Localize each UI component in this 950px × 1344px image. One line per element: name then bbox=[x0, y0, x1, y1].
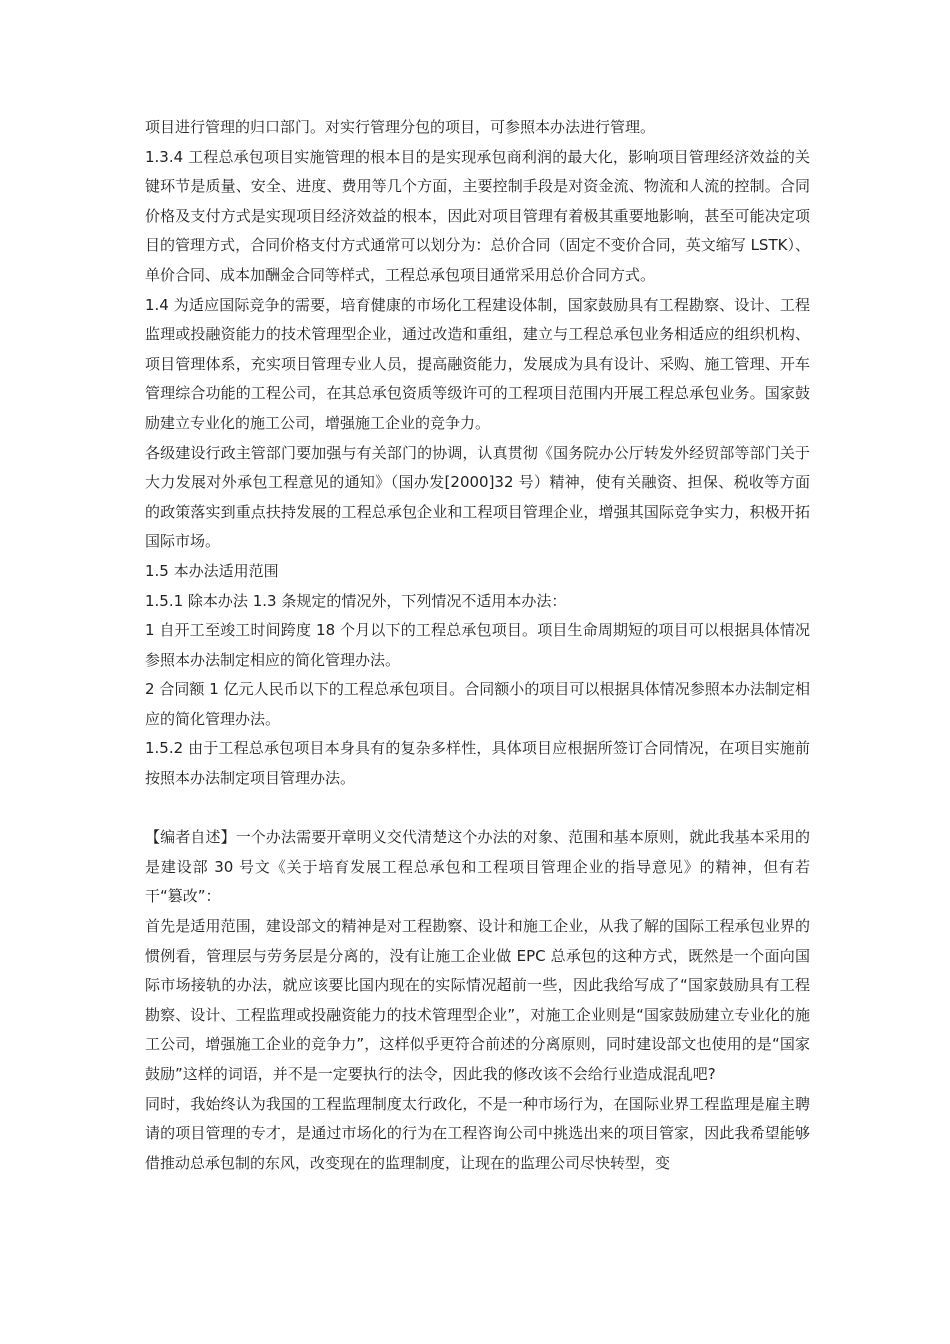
editor-note-paragraph: 【编者自述】一个办法需要开章明义交代清楚这个办法的对象、范围和基本原则，就此我基本采用的是建设部 30 号文《关于培育发展工程总承包和工程项目管理企业的指导意见》的精神，但有若干“篡改”： bbox=[145, 828, 810, 906]
body-paragraph: 各级建设行政主管部门要加强与有关部门的协调，认真贯彻《国务院办公厅转发外经贸部等部门关于大力发展对外承包工程意见的通知》（国办发[2000]32 号）精神，使有关融资、担保、税收等方面的政策落实到重点扶持发展的工程总承包企业和工程项目管理企业，增强其国际竞争实力，积极开拓国际市场。 bbox=[145, 443, 810, 551]
document-page bbox=[145, 113, 810, 1178]
editor-note-paragraph: 首先是适用范围，建设部文的精神是对工程勘察、设计和施工企业，从我了解的国际工程承包业界的惯例看，管理层与劳务层是分离的，没有让施工企业做 EPC 总承包的这种方式，既然是一个面向国际市场接轨的办法，就应该要比国内现在的实际情况超前一些，因此我给写成了“国家鼓励具有工程勘察、设计、工程监理或投融资能力的技术管理型企业”，对施工企业则是“国家鼓励建立专业化的施工公司，增强施工企业的竞争力”，这样似乎更符合前述的分离原则，同时建设部文也使用的是“国家鼓励”这样的词语，并不是一定要执行的法令，因此我的修改该不会给行业造成混乱吧? bbox=[145, 917, 810, 1083]
body-paragraph: 1.4 为适应国际竞争的需要，培育健康的市场化工程建设体制，国家鼓励具有工程勘察、设计、工程监理或投融资能力的技术管理型企业，通过改造和重组，建立与工程总承包业务相适应的组织机构、项目管理体系，充实项目管理专业人员，提高融资能力，发展成为具有设计、采购、施工管理、开车管理综合功能的工程公司，在其总承包资质等级许可的工程项目范围内开展工程总承包业务。国家鼓励建立专业化的施工公司，增强施工企业的竞争力。 bbox=[145, 295, 810, 432]
list-item: 2 合同额 1 亿元人民币以下的工程总承包项目。合同额小的项目可以根据具体情况参照本办法制定相应的简化管理办法。 bbox=[145, 680, 810, 728]
list-item: 1 自开工至竣工时间跨度 18 个月以下的工程总承包项目。项目生命周期短的项目可以根据具体情况参照本办法制定相应的简化管理办法。 bbox=[145, 621, 810, 669]
editor-note-paragraph: 同时，我始终认为我国的工程监理制度太行政化，不是一种市场行为，在国际业界工程监理是雇主聘请的项目管理的专才，是通过市场化的行为在工程咨询公司中挑选出来的项目管家，因此我希望能够借推动总承包制的东风，改变现在的监理制度，让现在的监理公司尽快转型，变 bbox=[145, 1094, 810, 1172]
section-heading: 1.5 本办法适用范围 bbox=[145, 561, 279, 580]
body-paragraph: 1.5.2 由于工程总承包项目本身具有的复杂多样性，具体项目应根据所签订合同情况，在项目实施前按照本办法制定项目管理办法。 bbox=[145, 739, 810, 788]
body-paragraph: 1.3.4 工程总承包项目实施管理的根本目的是实现承包商利润的最大化，影响项目管理经济效益的关键环节是质量、安全、进度、费用等几个方面，主要控制手段是对资金流、物流和人流的控制。合同价格及支付方式是实现项目经济效益的根本，因此对项目管理有着极其重要地影响，甚至可能决定项目的管理方式，合同价格支付方式通常可以划分为：总价合同（固定不变价合同，英文缩写 LSTK）、单价合同、成本加酬金合同等样式，工程总承包项目通常采用总价合同方式。 bbox=[145, 147, 810, 284]
editor-note bbox=[145, 823, 810, 1178]
paragraph-spacer bbox=[145, 794, 810, 824]
body-paragraph: 项目进行管理的归口部门。对实行管理分包的项目，可参照本办法进行管理。 bbox=[145, 118, 656, 136]
body-paragraph: 1.5.1 除本办法 1.3 条规定的情况外，下列情况不适用本办法： bbox=[145, 591, 567, 610]
